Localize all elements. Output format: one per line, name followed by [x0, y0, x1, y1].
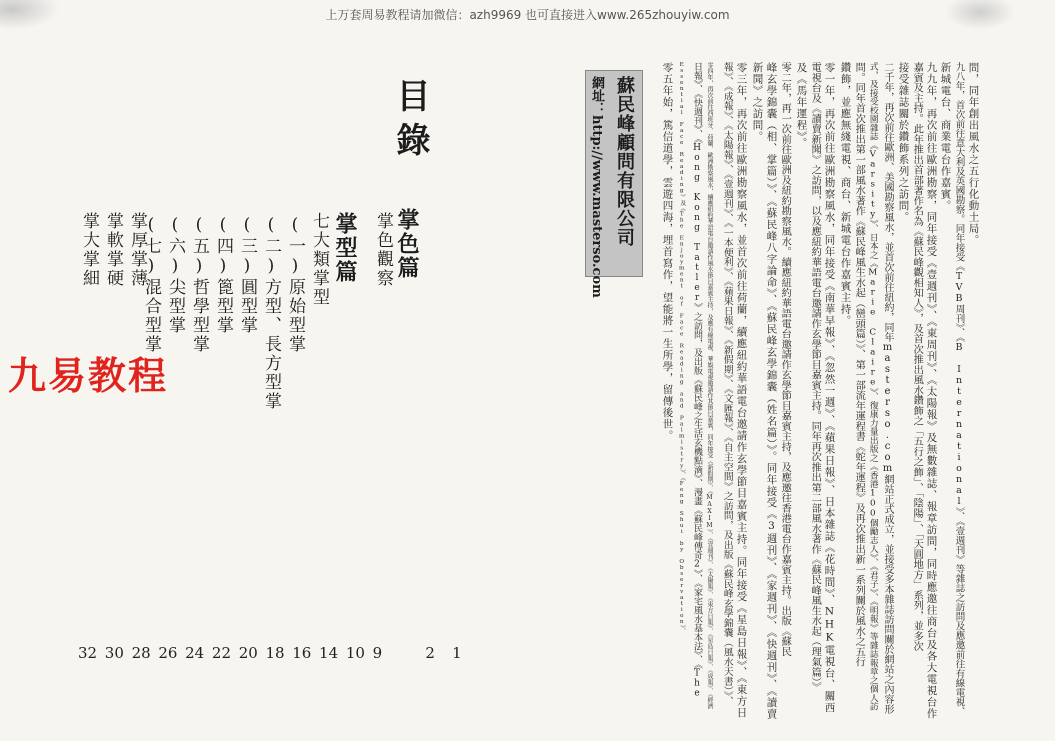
company-website: 網址：http://www.masterso.com — [589, 76, 604, 298]
toc-entry: 掌軟掌硬 — [103, 212, 123, 288]
toc-entry: 掌厚掌薄 — [127, 212, 147, 288]
watermark-banner: 上万套周易教程请加微信：azh9969 也可直接进入www.265zhouyiw.com — [325, 8, 730, 22]
bio-column: 日報》、《快週刊》、《Hong Kong Tatler》之訪問，及出版《蘇民峰之生活玄機點滴》、漫畫《蘇民峰傳奇2》、《家宅風水基本法》、《The — [692, 62, 702, 699]
brand-watermark: 九易教程 — [8, 354, 169, 398]
bio-column: 新聞》之訪問。 — [751, 62, 764, 143]
page-number: 14 — [319, 644, 339, 662]
bio-column: 零三年，再次前往歐洲勘察風水，並首次前往荷蘭，續應紐約華語電台邀請作玄學節目嘉賓主持。同年接受《星島日報》、《東方日 — [735, 62, 748, 719]
toc-entry: (六)尖型掌 — [165, 215, 185, 335]
bio-column: 電視台及《讀賣新聞》之訪問，以及應紐約華語電台邀請作玄學節目嘉賓主持。同年再次推出第二部風水著作《蘇民峰風生水起（理氣篇）》 — [809, 62, 822, 693]
page-number: 9 — [372, 644, 383, 662]
bio-column: Essential Face Reading》及《The Enjoyment of Face Reading and Palmistry》、《Feng Shui by Observation》。 — [678, 62, 685, 634]
bio-column: 及《馬年運程》。 — [795, 62, 808, 149]
page-number: 26 — [158, 644, 178, 662]
bio-column: 零五年始，篤信道學，雲遊四海，埋首寫作，望能將一生所學，留傳後世。 — [661, 62, 674, 442]
bio-column: 新城電台、商業電台作嘉賓。 — [939, 62, 952, 212]
page-number: 2 — [425, 644, 435, 662]
toc-entry: 七大類掌型 — [309, 212, 329, 307]
toc-page-numbers — [78, 644, 474, 662]
page-number: 20 — [238, 644, 258, 662]
page-number: 18 — [265, 644, 285, 662]
page-number: 32 — [78, 644, 98, 662]
bio-column: 九八年，首次前往意大利及英國勘察。同年接受《TVB周刊》、《B International》、《壹週刊》等雜誌之訪問及應邀前往有線電視、 — [953, 62, 965, 716]
page-number: 24 — [185, 644, 205, 662]
bio-column: 問，同年創出風水之五行化動土局。 — [967, 62, 980, 246]
page-number: 30 — [104, 644, 124, 662]
toc-section-palm-color: 掌色篇 — [394, 208, 420, 280]
toc-section-palm-shape: 掌型篇 — [332, 212, 358, 284]
toc-title: 目錄 — [390, 78, 430, 166]
page-number: 16 — [292, 644, 312, 662]
bio-column: 零一年，再次前往歐洲勘察風水，同年接受《南華早報》、《忽然一週》、《蘋果日報》、日本雜誌《花時間》、NHK電視台、關西 — [823, 62, 836, 714]
company-name: 蘇民峰顧問有限公司 — [614, 76, 635, 247]
toc-entry: 掌大掌細 — [79, 212, 99, 288]
bio-column: 問。同年首次推出第一部風水著作《蘇民峰風生水起（巒頭篇）》、第一部流年運程書《蛇年運程》及再次推出新一系列關於風水之五行 — [853, 62, 866, 667]
page-number: 10 — [345, 644, 365, 662]
toc-entry: (五)哲學型掌 — [189, 215, 209, 354]
bio-column: 二千年，再次前往歐洲、美國勘察風水，並首次前往紐約，同年masterso.com網站正式成立，並接受多本雜誌訪問關於網站之內容形 — [882, 62, 893, 714]
page-number: 28 — [131, 644, 151, 662]
toc-entry: (三)圓型掌 — [237, 215, 257, 335]
toc-entry: (二)方型、長方型掌 — [261, 215, 281, 411]
page-number: 1 — [452, 644, 462, 662]
toc-entry: 掌色觀察 — [373, 212, 393, 288]
bio-column: 零二年，再一次前往歐洲及紐約勘察風水。續應紐約華語電台邀請作玄學節目嘉賓主持，及應邀往香港電台作嘉賓主持。出版《蘇民 — [779, 62, 792, 657]
bio-column: 報》、《成報》、《太陽報》、《壹週刊》、《一本便利》、《蘋果日報》、《新假期》、《文匯報》、《自主空間》之訪問，及出版《蘇民峰玄學錦囊（風水天書）》、 — [721, 62, 733, 706]
toc-entry: (一)原始型掌 — [285, 215, 305, 354]
bio-column: 零四年，再次前往西班牙、荷蘭、歐洲勘察風水，續應紐約華語電台邀請作風水節目嘉賓主持，及應有線電視、華娛電視邀請作其節目嘉賓，同年接受《新假期》、《MAXIM》、《壹週刊》、《太陽報》、《東方日報》、《星島日報》、《成報》、《經濟 — [706, 62, 713, 709]
bio-column: 式，及接受校園雜誌《Varsity》、日本之《Marie Claire》、復康力量出版之《香港100個勵志人》、《君子》、《明報》等雜誌報章之個人訪 — [867, 62, 878, 711]
bio-column: 嘉賓及主持。此年推出首部著作名為《蘇民峰觀相知人》，及首次推出風水鑽飾之「五行之飾」、「陰陽」、「天圓地方」系列，並多次 — [911, 62, 924, 652]
bio-column: 九九年，再次前往歐洲勘察，同年接受《壹週刊》、《東周刊》、《太陽報》及無數雜誌、報章訪問，同時應邀往商台及各大電視台作 — [925, 62, 938, 720]
bio-column: 峰玄學錦囊（相、掌篇）》、《蘇民峰八字論命》、《蘇民峰玄學錦囊（姓名篇）》。同年接受《3週刊》、《家週刊》、《快週刊》、《讀賣 — [765, 62, 778, 720]
toc-entry: (四)篦型掌 — [213, 215, 233, 335]
bio-column: 鑽飾，並應無綫電視、商台、新城電台作嘉賓主持。 — [839, 62, 852, 327]
bio-column: 接受雜誌關於鑽飾系列之訪問。 — [897, 62, 910, 223]
toc-entry: (七)混合型掌 — [141, 215, 161, 354]
page-number: 22 — [211, 644, 231, 662]
